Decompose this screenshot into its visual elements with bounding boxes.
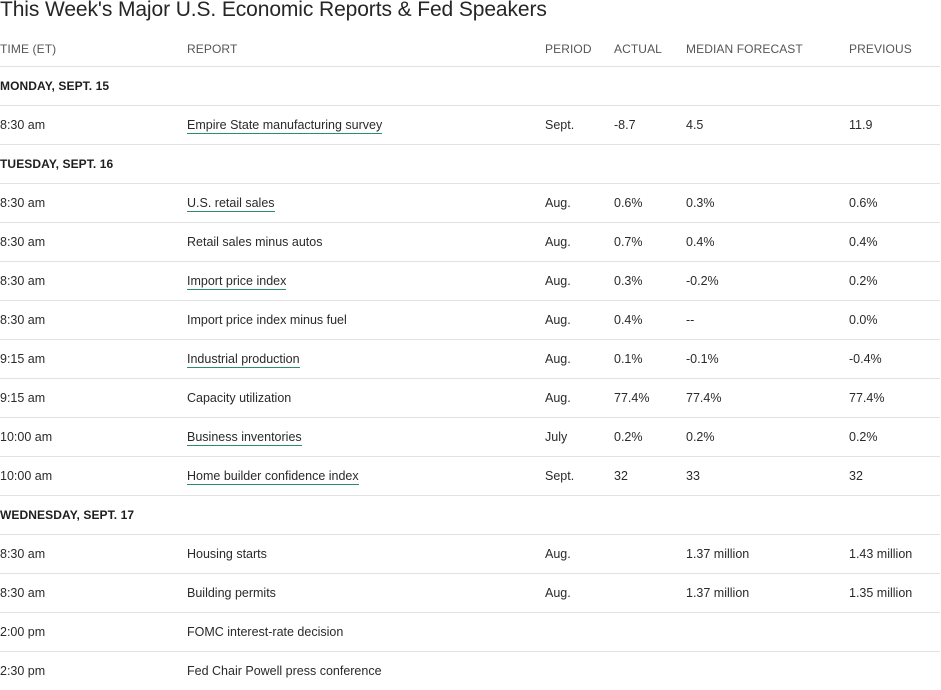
report-cell: Housing starts (187, 535, 545, 574)
report-link[interactable]: Industrial production (187, 352, 300, 368)
report-cell: Building permits (187, 574, 545, 613)
time-cell: 9:15 am (0, 379, 187, 418)
median-forecast-cell (686, 652, 849, 690)
time-cell: 8:30 am (0, 184, 187, 223)
median-forecast-cell: -0.2% (686, 262, 849, 301)
previous-cell: 1.35 million (849, 574, 940, 613)
day-header-row (0, 496, 940, 535)
report-link[interactable]: U.S. retail sales (187, 196, 275, 212)
previous-cell: 0.0% (849, 301, 940, 340)
previous-cell (849, 613, 940, 652)
report-cell (187, 340, 545, 379)
day-label: TUESDAY, SEPT. 16 (0, 145, 940, 184)
period-cell: Aug. (545, 301, 614, 340)
report-link[interactable]: Home builder confidence index (187, 469, 359, 485)
actual-cell: 0.6% (614, 184, 686, 223)
report-link[interactable]: Import price index (187, 274, 286, 290)
period-cell: Aug. (545, 379, 614, 418)
previous-cell: 0.2% (849, 262, 940, 301)
table-row (0, 379, 940, 418)
time-cell: 2:00 pm (0, 613, 187, 652)
time-cell: 8:30 am (0, 223, 187, 262)
period-cell: Aug. (545, 574, 614, 613)
previous-cell: 0.4% (849, 223, 940, 262)
table-row (0, 301, 940, 340)
median-forecast-cell: 1.37 million (686, 574, 849, 613)
median-forecast-cell: 0.3% (686, 184, 849, 223)
table-row (0, 223, 940, 262)
time-cell: 10:00 am (0, 418, 187, 457)
column-header-median-forecast: MEDIAN FORECAST (686, 31, 849, 67)
previous-cell: 0.2% (849, 418, 940, 457)
report-cell: FOMC interest-rate decision (187, 613, 545, 652)
report-cell (187, 106, 545, 145)
previous-cell: 32 (849, 457, 940, 496)
period-cell: Aug. (545, 340, 614, 379)
actual-cell: 0.2% (614, 418, 686, 457)
table-row (0, 574, 940, 613)
page-title: This Week's Major U.S. Economic Reports & Fed Speakers (0, 0, 547, 22)
median-forecast-cell (686, 613, 849, 652)
report-link[interactable]: Empire State manufacturing survey (187, 118, 382, 134)
actual-cell (614, 535, 686, 574)
period-cell: Aug. (545, 184, 614, 223)
column-header-period: PERIOD (545, 31, 614, 67)
report-cell: Import price index minus fuel (187, 301, 545, 340)
previous-cell: 0.6% (849, 184, 940, 223)
time-cell: 9:15 am (0, 340, 187, 379)
report-cell (187, 418, 545, 457)
median-forecast-cell: 0.2% (686, 418, 849, 457)
time-cell: 10:00 am (0, 457, 187, 496)
table-row (0, 457, 940, 496)
report-link[interactable]: Business inventories (187, 430, 302, 446)
actual-cell (614, 613, 686, 652)
column-header-report: REPORT (187, 31, 545, 67)
report-cell: Fed Chair Powell press conference (187, 652, 545, 690)
period-cell: Aug. (545, 262, 614, 301)
report-cell: Capacity utilization (187, 379, 545, 418)
table-row (0, 340, 940, 379)
previous-cell: 77.4% (849, 379, 940, 418)
table-row (0, 652, 940, 690)
period-cell: July (545, 418, 614, 457)
time-cell: 8:30 am (0, 574, 187, 613)
actual-cell: 0.7% (614, 223, 686, 262)
median-forecast-cell: 0.4% (686, 223, 849, 262)
time-cell: 8:30 am (0, 301, 187, 340)
period-cell: Aug. (545, 223, 614, 262)
table-row (0, 262, 940, 301)
table-body (0, 67, 940, 690)
report-cell: Retail sales minus autos (187, 223, 545, 262)
day-label: MONDAY, SEPT. 15 (0, 67, 940, 106)
report-cell (187, 457, 545, 496)
table-row (0, 106, 940, 145)
report-cell (187, 262, 545, 301)
median-forecast-cell: -- (686, 301, 849, 340)
table-header-row (0, 31, 940, 67)
economic-reports-table (0, 31, 940, 690)
previous-cell: -0.4% (849, 340, 940, 379)
period-cell: Sept. (545, 106, 614, 145)
actual-cell: 32 (614, 457, 686, 496)
table-row (0, 535, 940, 574)
previous-cell: 11.9 (849, 106, 940, 145)
time-cell: 8:30 am (0, 535, 187, 574)
actual-cell: 0.1% (614, 340, 686, 379)
median-forecast-cell: 4.5 (686, 106, 849, 145)
report-cell (187, 184, 545, 223)
time-cell: 2:30 pm (0, 652, 187, 690)
actual-cell: -8.7 (614, 106, 686, 145)
actual-cell: 77.4% (614, 379, 686, 418)
period-cell (545, 652, 614, 690)
previous-cell: 1.43 million (849, 535, 940, 574)
column-header-actual: ACTUAL (614, 31, 686, 67)
table-row (0, 418, 940, 457)
actual-cell: 0.3% (614, 262, 686, 301)
median-forecast-cell: 1.37 million (686, 535, 849, 574)
day-header-row (0, 67, 940, 106)
median-forecast-cell: 33 (686, 457, 849, 496)
median-forecast-cell: -0.1% (686, 340, 849, 379)
column-header-time: TIME (ET) (0, 31, 187, 67)
period-cell (545, 613, 614, 652)
time-cell: 8:30 am (0, 106, 187, 145)
time-cell: 8:30 am (0, 262, 187, 301)
actual-cell (614, 652, 686, 690)
table-row (0, 613, 940, 652)
day-label: WEDNESDAY, SEPT. 17 (0, 496, 940, 535)
actual-cell (614, 574, 686, 613)
day-header-row (0, 145, 940, 184)
actual-cell: 0.4% (614, 301, 686, 340)
period-cell: Aug. (545, 535, 614, 574)
column-header-previous: PREVIOUS (849, 31, 940, 67)
median-forecast-cell: 77.4% (686, 379, 849, 418)
table-row (0, 184, 940, 223)
period-cell: Sept. (545, 457, 614, 496)
previous-cell (849, 652, 940, 690)
